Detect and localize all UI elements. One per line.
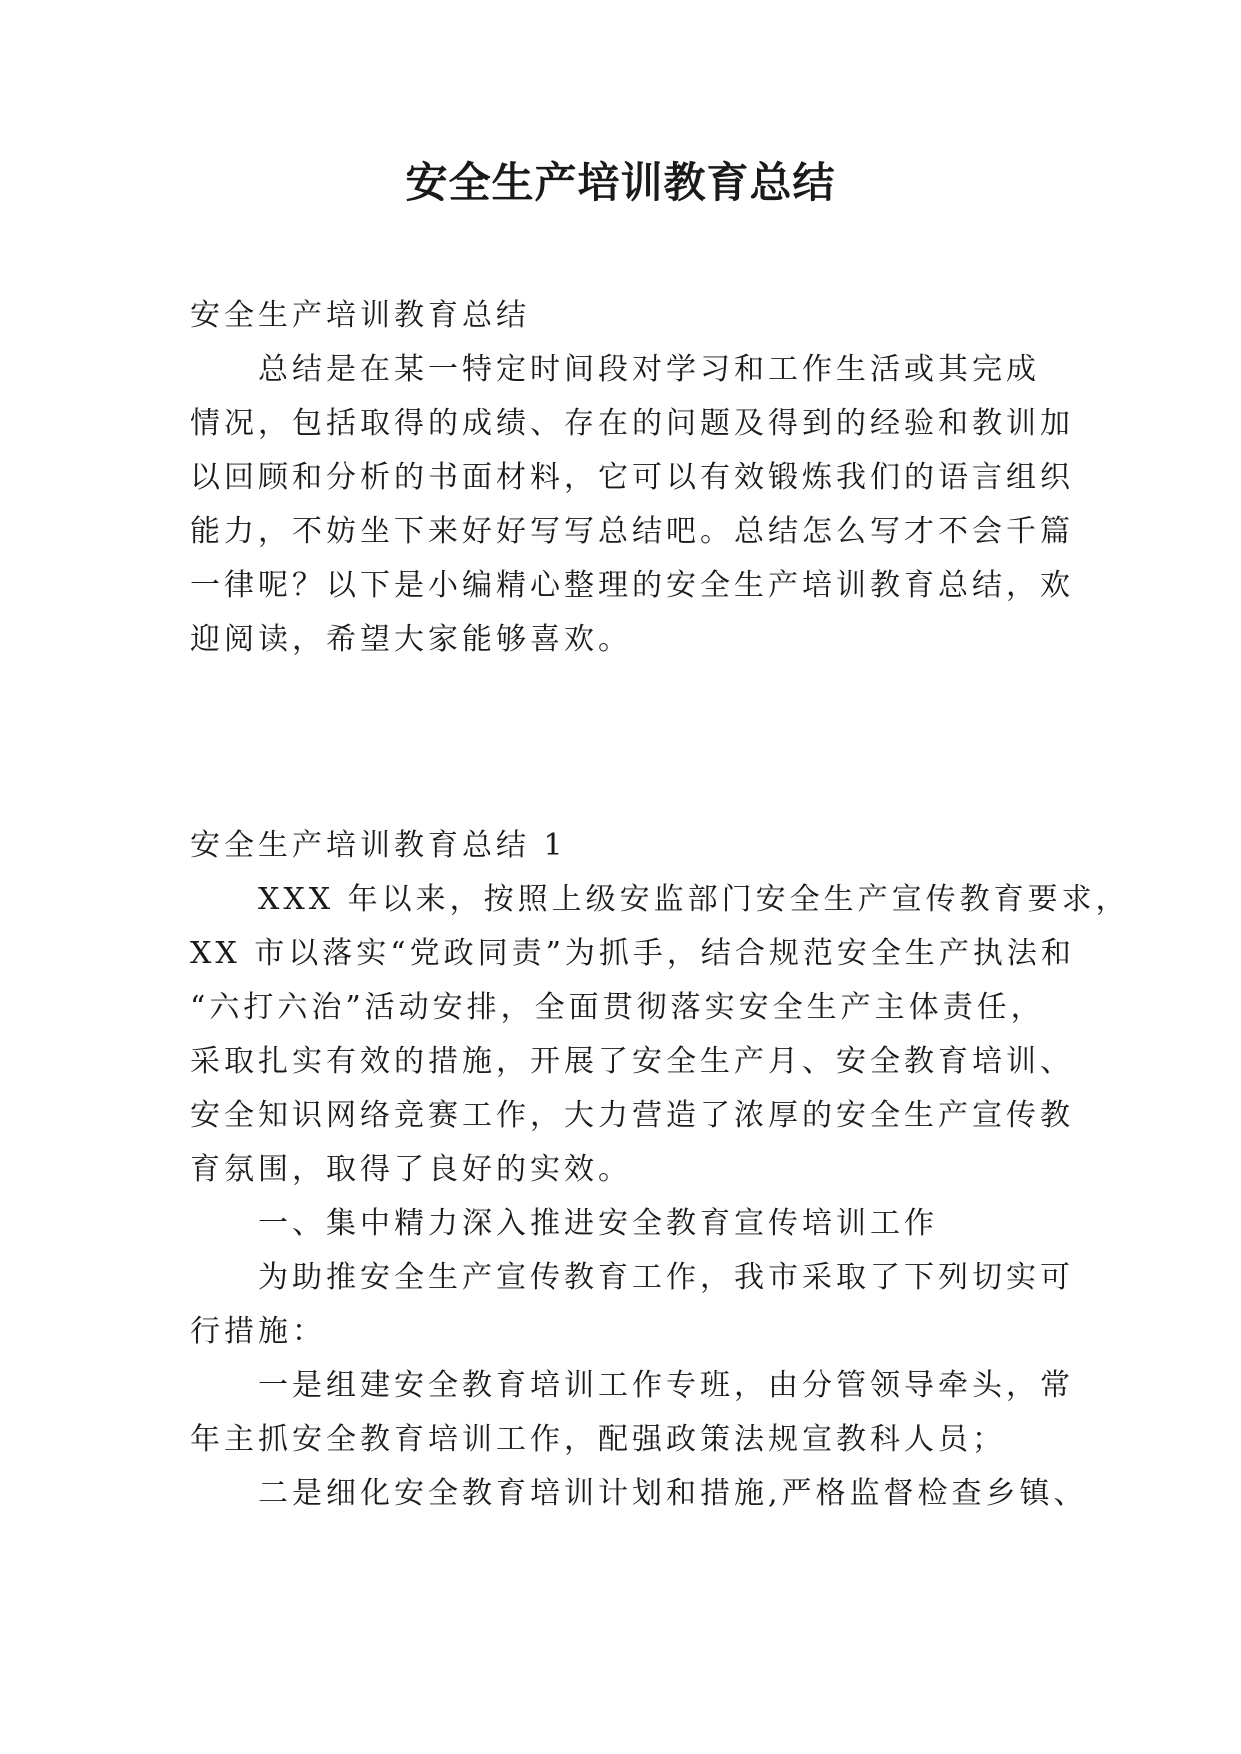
section-spacer — [190, 667, 1060, 819]
section-1-subheading: 一、集中精力深入推进安全教育宣传培训工作 — [190, 1206, 938, 1241]
intro-paragraph-line: 情况，包括取得的成绩、存在的问题及得到的经验和教训加 — [190, 406, 1074, 441]
section-1-line: 育氛围，取得了良好的实效。 — [190, 1152, 632, 1187]
section-1-line: “六打六治”活动安排，全面贯彻落实安全生产主体责任， — [190, 990, 1045, 1025]
section-1-line: XX 市以落实“党政同责”为抓手，结合规范安全生产执法和 — [190, 936, 1075, 971]
intro-paragraph-line: 一律呢？以下是小编精心整理的安全生产培训教育总结，欢 — [190, 568, 1074, 603]
intro-heading: 安全生产培训教育总结 — [190, 298, 530, 333]
section-1-line: 安全知识网络竞赛工作，大力营造了浓厚的安全生产宣传教 — [190, 1098, 1074, 1133]
section-1-line: 一是组建安全教育培训工作专班，由分管领导牵头，常 — [190, 1368, 1074, 1403]
document-title: 安全生产培训教育总结 — [405, 158, 836, 207]
section-1-line: 年主抓安全教育培训工作，配强政策法规宣教科人员； — [190, 1422, 1006, 1457]
section-1-line: 行措施： — [190, 1314, 326, 1349]
intro-paragraph-line: 能力，不妨坐下来好好写写总结吧。总结怎么写才不会千篇 — [190, 514, 1074, 549]
intro-paragraph-line: 迎阅读，希望大家能够喜欢。 — [190, 622, 632, 657]
document-body — [190, 289, 1130, 1521]
intro-paragraph-line: 以回顾和分析的书面材料，它可以有效锻炼我们的语言组织 — [190, 460, 1074, 495]
section-1-line: 二是细化安全教育培训计划和措施,严格监督检查乡镇、 — [190, 1476, 1088, 1511]
intro-paragraph-line: 总结是在某一特定时间段对学习和工作生活或其完成 — [190, 352, 1040, 387]
section-1-line: 为助推安全生产宣传教育工作，我市采取了下列切实可 — [190, 1260, 1074, 1295]
section-1-line: 采取扎实有效的措施，开展了安全生产月、安全教育培训、 — [190, 1044, 1074, 1079]
section-1-line: XXX 年以来，按照上级安监部门安全生产宣传教育要求， — [190, 882, 1130, 917]
section-1-heading: 安全生产培训教育总结 1 — [190, 828, 567, 863]
